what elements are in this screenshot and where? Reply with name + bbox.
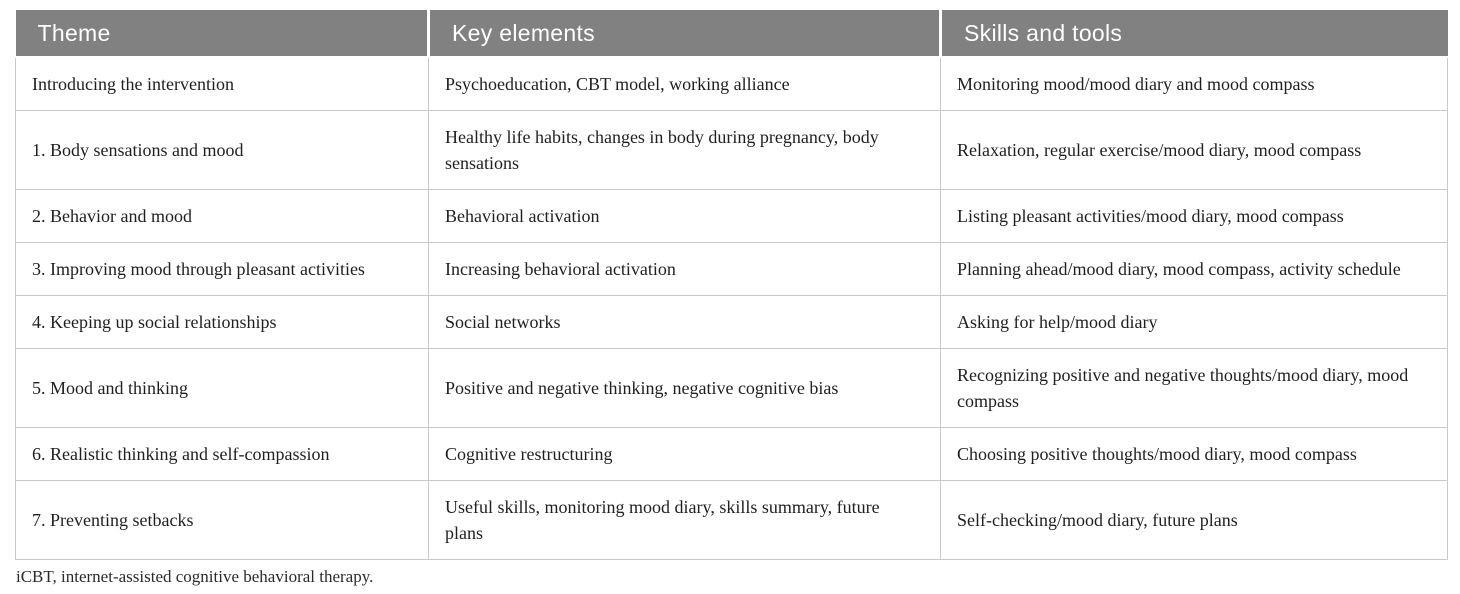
- cell-skills-tools: Asking for help/mood diary: [941, 296, 1448, 349]
- cell-key-elements: Useful skills, monitoring mood diary, skills summary, future plans: [429, 481, 941, 560]
- cell-skills-tools: Planning ahead/mood diary, mood compass, activity schedule: [941, 243, 1448, 296]
- cell-skills-tools: Relaxation, regular exercise/mood diary, mood compass: [941, 111, 1448, 190]
- table-row: [16, 57, 1448, 111]
- cell-skills-tools: Choosing positive thoughts/mood diary, mood compass: [941, 428, 1448, 481]
- cell-theme: 6. Realistic thinking and self-compassion: [16, 428, 429, 481]
- cell-theme: 3. Improving mood through pleasant activities: [16, 243, 429, 296]
- cell-skills-tools: Listing pleasant activities/mood diary, mood compass: [941, 190, 1448, 243]
- cell-key-elements: Social networks: [429, 296, 941, 349]
- cell-theme: 4. Keeping up social relationships: [16, 296, 429, 349]
- cell-key-elements: Psychoeducation, CBT model, working alliance: [429, 57, 941, 111]
- cell-key-elements: Increasing behavioral activation: [429, 243, 941, 296]
- column-header-key-elements: Key elements: [429, 10, 941, 57]
- table-header-row: [16, 10, 1448, 57]
- icbt-session-table: [15, 10, 1448, 560]
- table-row: [16, 111, 1448, 190]
- table-row: [16, 481, 1448, 560]
- cell-theme: 1. Body sensations and mood: [16, 111, 429, 190]
- table-row: [16, 296, 1448, 349]
- table-body: [16, 57, 1448, 560]
- cell-theme: 2. Behavior and mood: [16, 190, 429, 243]
- cell-key-elements: Healthy life habits, changes in body during pregnancy, body sensations: [429, 111, 941, 190]
- cell-skills-tools: Recognizing positive and negative thoughts/mood diary, mood compass: [941, 349, 1448, 428]
- cell-theme: 7. Preventing setbacks: [16, 481, 429, 560]
- table-row: [16, 428, 1448, 481]
- cell-skills-tools: Monitoring mood/mood diary and mood compass: [941, 57, 1448, 111]
- table-row: [16, 190, 1448, 243]
- column-header-skills-tools: Skills and tools: [941, 10, 1448, 57]
- cell-key-elements: Behavioral activation: [429, 190, 941, 243]
- table-row: [16, 243, 1448, 296]
- cell-skills-tools: Self-checking/mood diary, future plans: [941, 481, 1448, 560]
- table-row: [16, 349, 1448, 428]
- cell-key-elements: Positive and negative thinking, negative cognitive bias: [429, 349, 941, 428]
- table-footnote: iCBT, internet-assisted cognitive behavioral therapy.: [16, 567, 374, 586]
- cell-theme: Introducing the intervention: [16, 57, 429, 111]
- cell-key-elements: Cognitive restructuring: [429, 428, 941, 481]
- cell-theme: 5. Mood and thinking: [16, 349, 429, 428]
- column-header-theme: Theme: [16, 10, 429, 57]
